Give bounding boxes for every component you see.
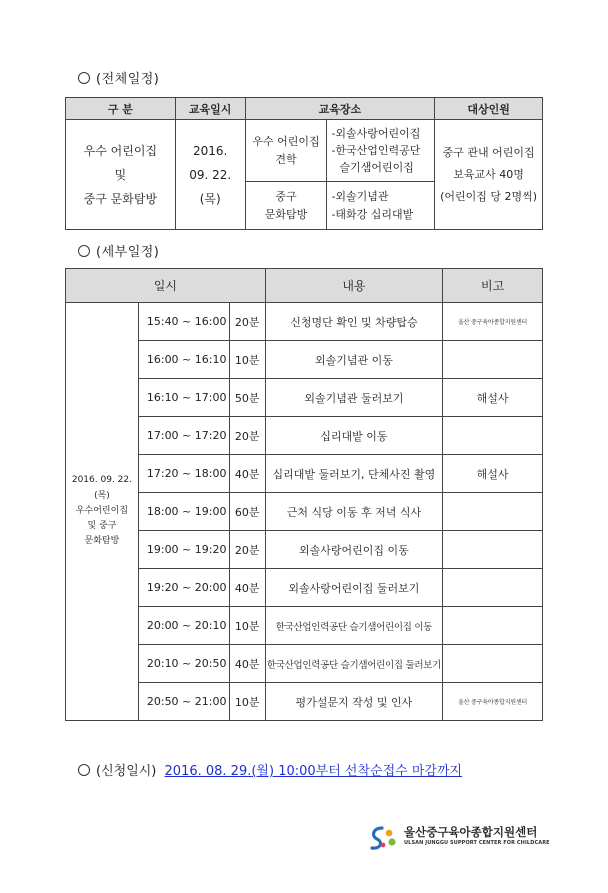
schedule-duration: 40분 [229,645,265,683]
schedule-row [66,303,543,341]
schedule-duration: 40분 [229,569,265,607]
schedule-note [443,607,543,645]
overview-heading: (전체일정) [78,68,159,87]
schedule-time: 19:20 ~ 20:00 [138,569,229,607]
schedule-content: 신청명단 확인 및 차량탑승 [265,303,443,341]
schedule-note [443,569,543,607]
center-logo [368,824,548,852]
detail-table [65,268,543,721]
schedule-duration: 10분 [229,607,265,645]
schedule-time: 15:40 ~ 16:00 [138,303,229,341]
schedule-content: 십리대밭 이동 [265,417,443,455]
header-target: 대상인원 [435,98,543,120]
schedule-note [443,531,543,569]
apply-label: (신청일시) [96,764,157,779]
schedule-content: 한국산업인력공단 슬기샘어린이집 둘러보기 [265,645,443,683]
apply-period-link[interactable]: 2016. 08. 29.(월) 10:00부터 선착순접수 마감까지 [164,764,463,779]
schedule-time: 17:00 ~ 17:20 [138,417,229,455]
header-place: 교육장소 [245,98,435,120]
schedule-time: 19:00 ~ 19:20 [138,531,229,569]
schedule-duration: 40분 [229,455,265,493]
schedule-content: 외솔사랑어린이집 이동 [265,531,443,569]
schedule-content: 외솔사랑어린이집 둘러보기 [265,569,443,607]
schedule-duration: 60분 [229,493,265,531]
header-content: 내용 [265,269,443,303]
header-date: 교육일시 [175,98,245,120]
schedule-duration: 20분 [229,531,265,569]
category-cell: 우수 어린이집 및 중구 문화탐방 [66,120,176,230]
schedule-date-cell: 2016. 09. 22.(목) 우수어린이집 및 중구 문화탐방 [66,303,139,721]
schedule-time: 18:00 ~ 19:00 [138,493,229,531]
schedule-time: 20:50 ~ 21:00 [138,683,229,721]
overview-header-row [66,98,543,120]
schedule-content: 외솔기념관 둘러보기 [265,379,443,417]
schedule-note [443,493,543,531]
center-name: 울산중구육아종합지원센터 [404,825,538,839]
schedule-time: 20:00 ~ 20:10 [138,607,229,645]
circle-bullet-icon [78,764,90,776]
schedule-duration: 50분 [229,379,265,417]
overview-table [65,97,543,230]
schedule-content: 한국산업인력공단 슬기샘어린이집 이동 [265,607,443,645]
visit2-places-cell: -외솔기념관 -태화강 십리대밭 [327,182,435,230]
schedule-duration: 10분 [229,341,265,379]
schedule-duration: 20분 [229,417,265,455]
schedule-content: 근처 식당 이동 후 저녁 식사 [265,493,443,531]
schedule-duration: 10분 [229,683,265,721]
schedule-content: 십리대밭 둘러보기, 단체사진 촬영 [265,455,443,493]
overview-row [66,120,543,182]
detail-heading: (세부일정) [78,241,159,260]
date-cell: 2016. 09. 22.(목) [175,120,245,230]
header-note: 비고 [443,269,543,303]
schedule-time: 16:00 ~ 16:10 [138,341,229,379]
schedule-note: 해설사 [443,455,543,493]
schedule-note [443,645,543,683]
visit1-label-cell: 우수 어린이집 견학 [245,120,327,182]
target-cell: 중구 관내 어린이집 보육교사 40명 (어린이집 당 2명씩) [435,120,543,230]
detail-header-row [66,269,543,303]
schedule-note: 해설사 [443,379,543,417]
schedule-duration: 20분 [229,303,265,341]
schedule-note: 울산 중구육아종합지원센터 [443,303,543,341]
header-category: 구 분 [66,98,176,120]
schedule-time: 16:10 ~ 17:00 [138,379,229,417]
schedule-content: 평가설문지 작성 및 인사 [265,683,443,721]
header-datetime: 일시 [66,269,266,303]
apply-line [78,760,462,779]
schedule-time: 17:20 ~ 18:00 [138,455,229,493]
schedule-note [443,417,543,455]
visit1-places-cell: -외솔사랑어린이집 -한국산업인력공단 슬기샘어린이집 [327,120,435,182]
childcare-center-logo-icon [368,824,398,852]
visit2-label-cell: 중구 문화탐방 [245,182,327,230]
schedule-content: 외솔기념관 이동 [265,341,443,379]
schedule-note: 울산 중구육아종합지원센터 [443,683,543,721]
schedule-time: 20:10 ~ 20:50 [138,645,229,683]
center-name-english: ULSAN JUNGGU SUPPORT CENTER FOR CHILDCARE [404,840,550,846]
schedule-note [443,341,543,379]
circle-bullet-icon [78,245,90,257]
circle-bullet-icon [78,72,90,84]
